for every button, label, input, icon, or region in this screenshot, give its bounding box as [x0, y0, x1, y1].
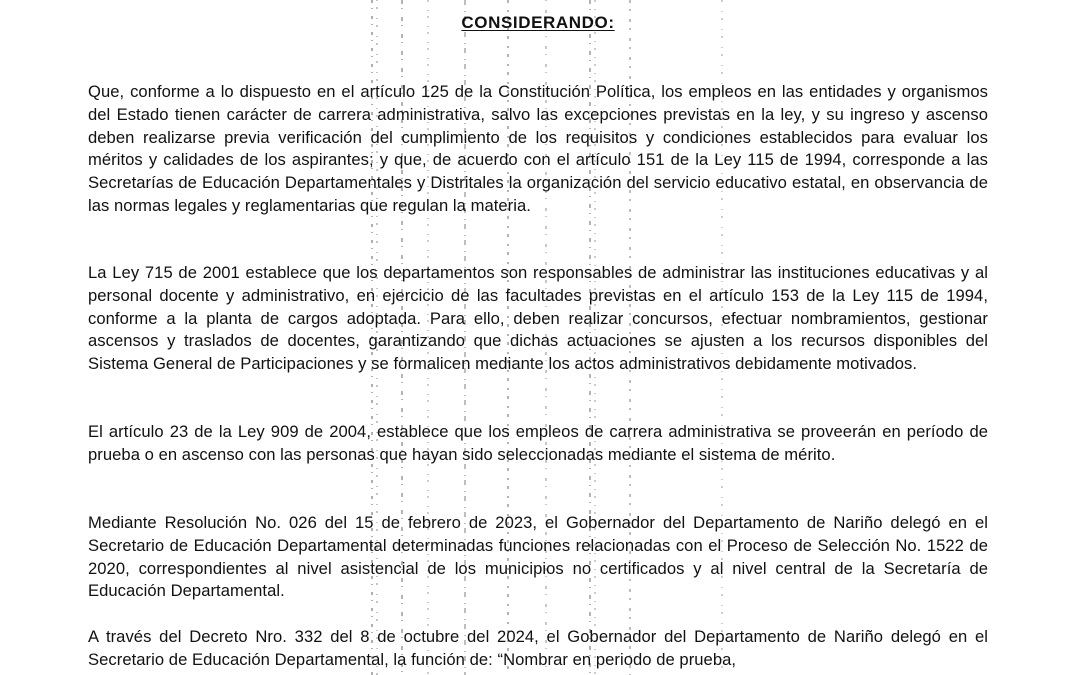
paragraph: A través del Decreto Nro. 332 del 8 de octubre del 2024, el Gobernador del Departamento de Nariño delegó en el Secretario de Educación Departamental, la función de: “Nombrar en periodo de prueba, — [88, 627, 988, 669]
paragraph: Mediante Resolución No. 026 del 15 de febrero de 2023, el Gobernador del Departamento de Nariño delegó en el Secretario de Educación Departamental determinadas funciones relacionadas con el Proceso de Selección No. 1522 de 2020, correspondientes al nivel asistencial de los municipios no certificados y al nivel central de la Secretaría de Educación Departamental. — [88, 513, 988, 601]
paragraph: La Ley 715 de 2001 establece que los departamentos son responsables de administrar las instituciones educativas y al personal docente y administrativo, en ejercicio de las facultades previstas en el artículo 153 de la Ley 115 de 1994, conforme a la planta de cargos adoptada. Para ello, deben realizar concursos, efectuar nombramientos, gestionar ascensos y traslados de docentes, garantizando que dichas actuaciones se ajusten a los recursos disponibles del Sistema General de Participaciones y se formalicen mediante los actos administrativos debidamente motivados. — [88, 263, 988, 374]
paragraph: Que, conforme a lo dispuesto en el artículo 125 de la Constitución Política, los empleos en las entidades y organismos del Estado tienen carácter de carrera administrativa, salvo las excepciones previstas en la ley, y su ingreso y ascenso deben realizarse previa verificación del cumplimiento de los requisitos y condiciones establecidos para evaluar los méritos y calidades de los aspirantes; y que, de acuerdo con el artículo 151 de la Ley 115 de 1994, corresponde a las Secretarías de Educación Departamentales y Distritales la organización del servicio educativo estatal, en observancia de las normas legales y reglamentarias que regulan la materia. — [88, 82, 988, 215]
section-title: CONSIDERANDO: — [461, 13, 615, 32]
paragraph: El artículo 23 de la Ley 909 de 2004, establece que los empleos de carrera administrativa se proveerán en período de prueba o en ascenso con las personas que hayan sido seleccionadas mediante el sistema de mérito. — [88, 422, 988, 464]
